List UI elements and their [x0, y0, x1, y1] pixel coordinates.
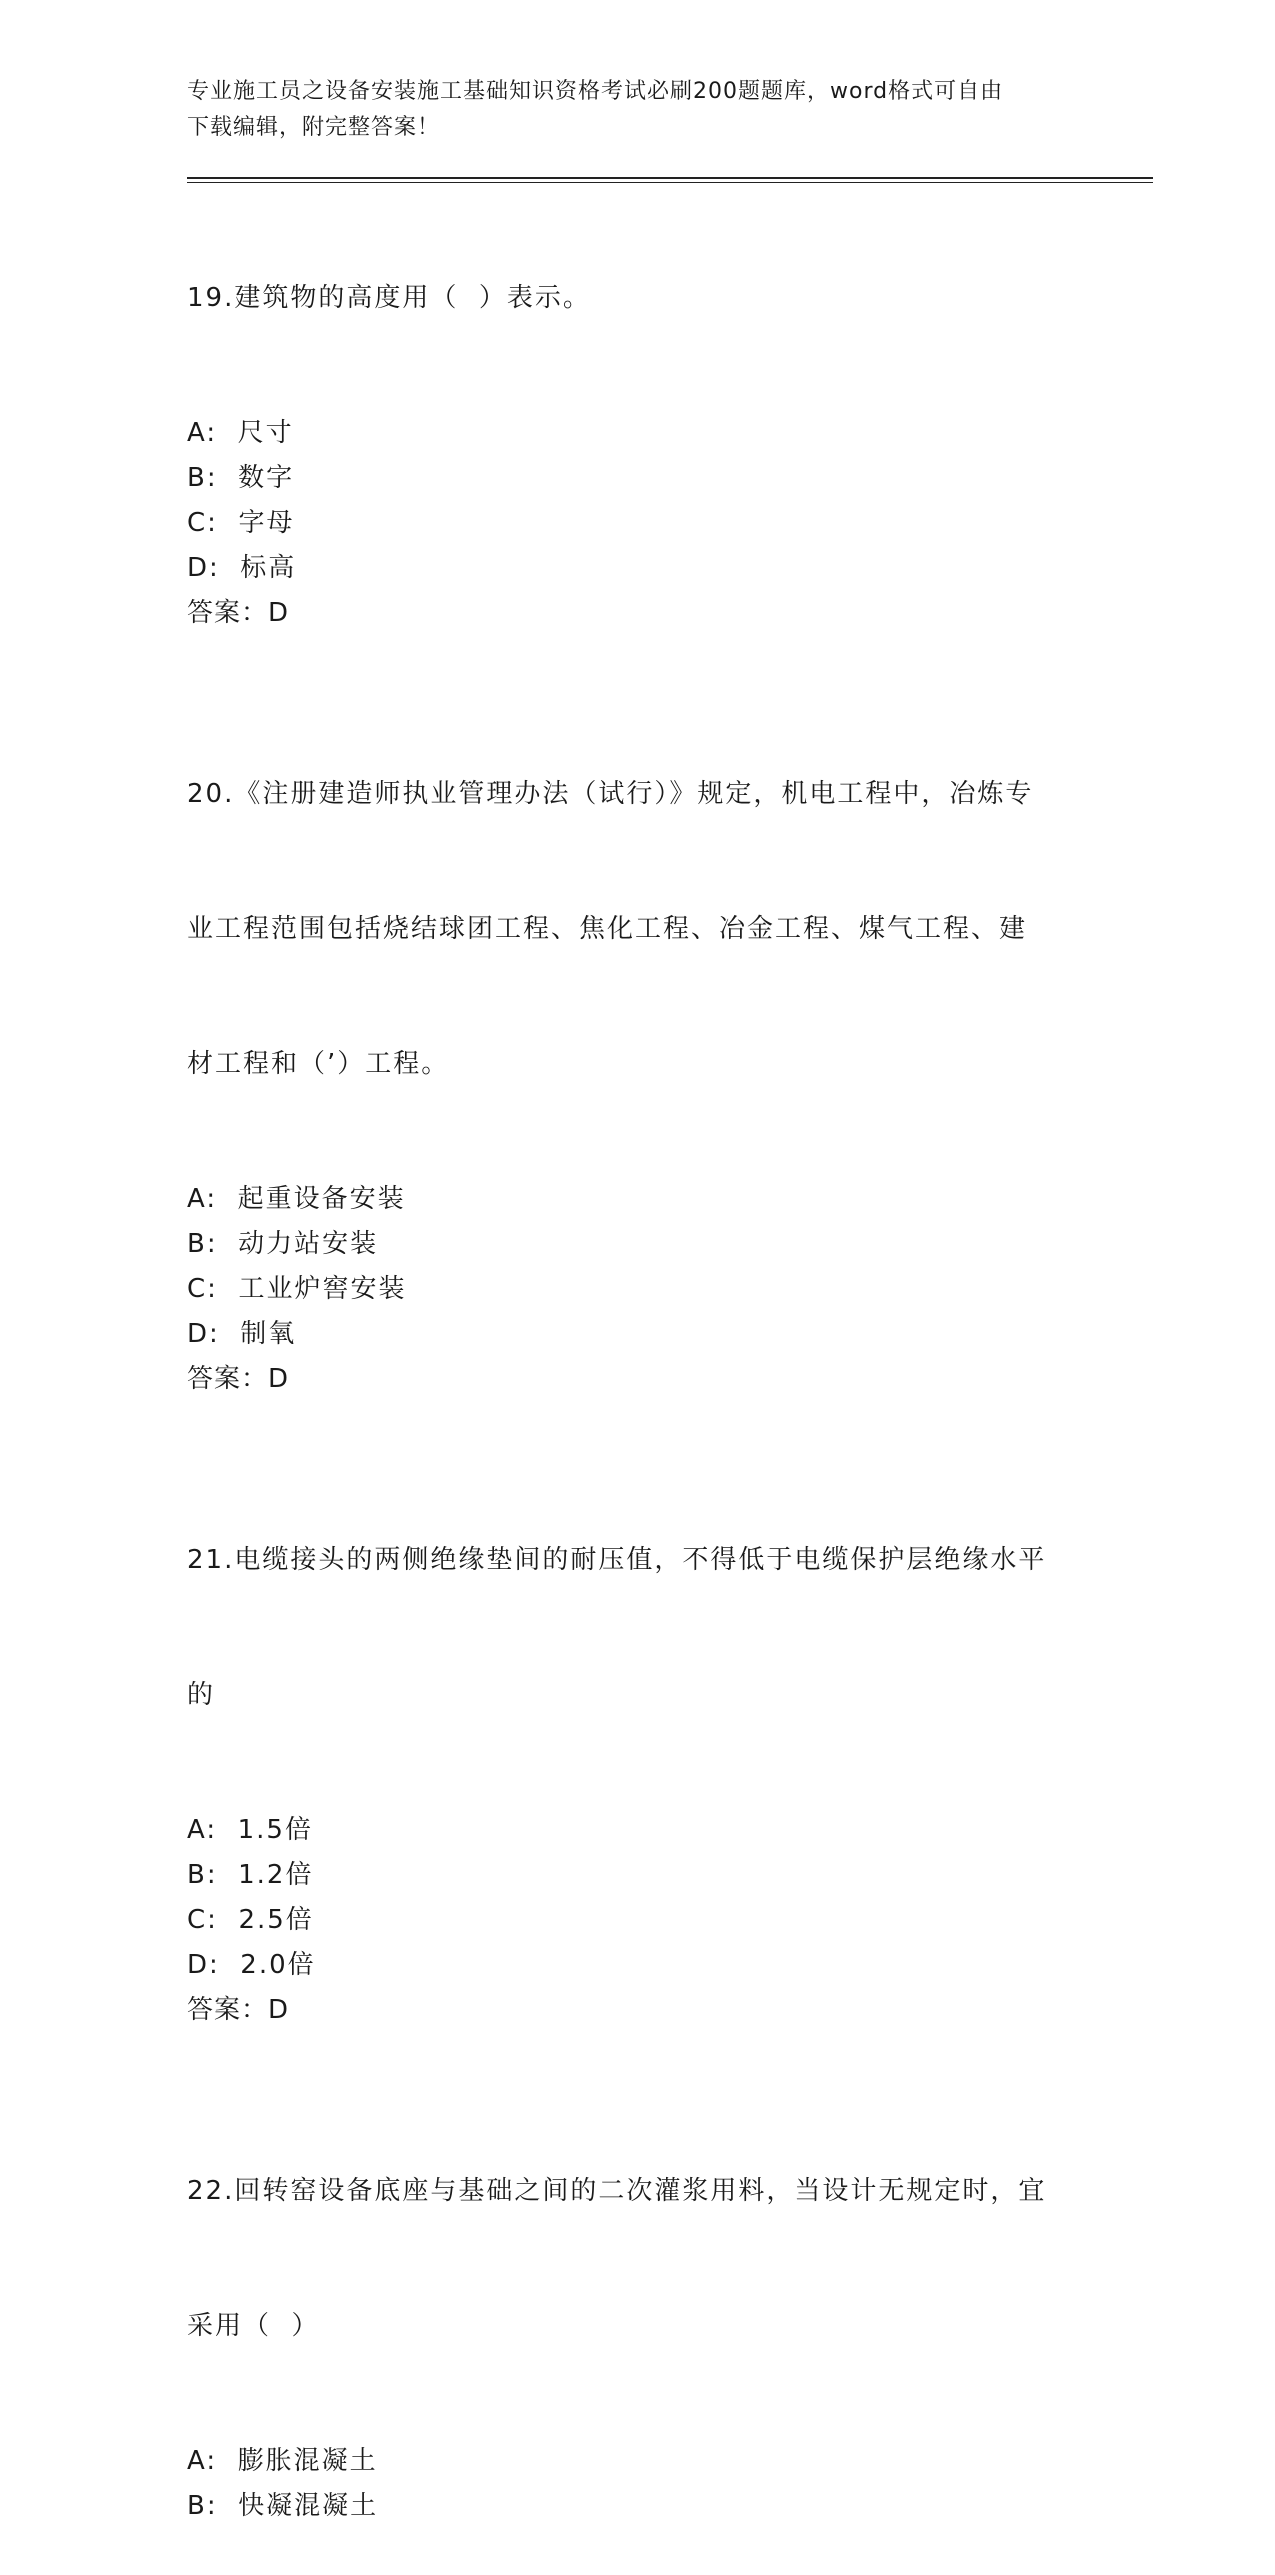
- header-line-1: 专业施工员之设备安装施工基础知识资格考试必刷200题题库，word格式可自由: [187, 79, 1004, 104]
- option-c: C: 工业炉窖安装: [187, 1274, 407, 1304]
- header-divider-thin: [187, 182, 1153, 183]
- stem-line: 19.建筑物的高度用（ ）表示。: [187, 283, 591, 313]
- option-d: D: 制氧: [187, 1319, 297, 1349]
- stem-line: 21.电缆接头的两侧绝缘垫间的耐压值，不得低于电缆保护层绝缘水平: [187, 1545, 1047, 1575]
- option-b: B: 动力站安装: [187, 1229, 379, 1259]
- question-22: [187, 2079, 1087, 2529]
- header-line-2: 下载编辑，附完整答案！: [187, 115, 441, 140]
- answer-line: 答案：D: [187, 1995, 290, 2025]
- header-divider-thick: [187, 177, 1153, 179]
- option-a: A: 起重设备安装: [187, 1184, 406, 1214]
- option-d: D: 标高: [187, 553, 297, 583]
- option-c: C: 2.5倍: [187, 1905, 314, 1935]
- document-header: [187, 74, 1067, 146]
- question-stem: [187, 2079, 1087, 2439]
- question-stem: [187, 186, 1087, 411]
- question-stem: [187, 1448, 1087, 1808]
- answer-line: 答案：D: [187, 598, 290, 628]
- question-list: [187, 186, 1087, 2575]
- stem-line: 采用（ ）: [187, 2311, 320, 2341]
- question-20: [187, 682, 1087, 1402]
- option-d: D: 2.0倍: [187, 1950, 316, 1980]
- option-a: A: 尺寸: [187, 418, 294, 448]
- option-b: B: 快凝混凝土: [187, 2491, 379, 2521]
- option-b: B: 数字: [187, 463, 295, 493]
- option-b: B: 1.2倍: [187, 1860, 314, 1890]
- question-21: [187, 1448, 1087, 2033]
- answer-line: 答案：D: [187, 1364, 290, 1394]
- question-stem: [187, 682, 1087, 1177]
- question-19: [187, 186, 1087, 636]
- option-a: A: 膨胀混凝土: [187, 2446, 378, 2476]
- option-c: C: 字母: [187, 508, 295, 538]
- option-a: A: 1.5倍: [187, 1815, 313, 1845]
- stem-line: 业工程范围包括烧结球团工程、焦化工程、冶金工程、煤气工程、建: [187, 914, 1028, 944]
- stem-line: 材工程和（’）工程。: [187, 1049, 450, 1079]
- stem-line: 的: [187, 1680, 216, 1710]
- stem-line: 20.《注册建造师执业管理办法（试行）》规定，机电工程中，冶炼专: [187, 779, 1034, 809]
- stem-line: 22.回转窑设备底座与基础之间的二次灌浆用料，当设计无规定时，宜: [187, 2176, 1047, 2206]
